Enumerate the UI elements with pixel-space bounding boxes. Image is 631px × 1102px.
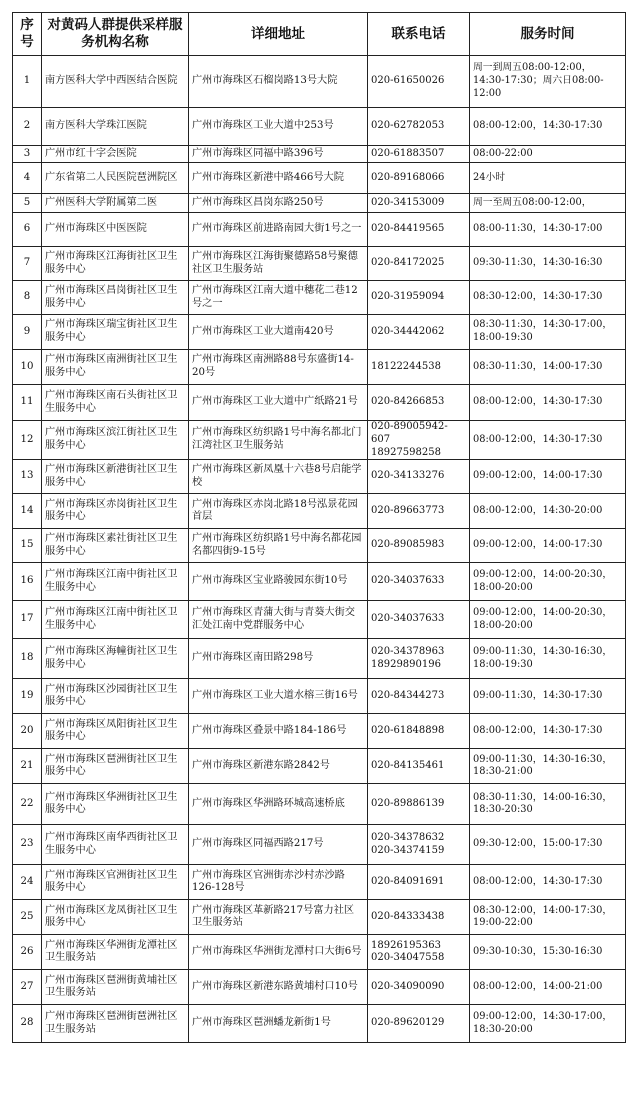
row-index: 12: [13, 421, 42, 460]
service-hours: 09:00-11:30，14:30-16:30，18:00-19:30: [470, 639, 626, 679]
table-row: [13, 385, 626, 421]
phone-number: 020-84333438: [368, 900, 470, 935]
table-row: [13, 825, 626, 865]
service-hours: 24小时: [470, 163, 626, 194]
institution-address: 广州市海珠区同福中路396号: [189, 146, 368, 163]
institution-name: 南方医科大学珠江医院: [42, 108, 189, 146]
institution-name: 广州市海珠区江海街社区卫生服务中心: [42, 247, 189, 281]
service-hours: 08:30-12:00，14:30-17:30: [470, 281, 626, 315]
row-index: 14: [13, 494, 42, 529]
phone-number: 020-34378632 020-34374159: [368, 825, 470, 865]
institution-address: 广州市海珠区江海街聚德路58号聚德社区卫生服务站: [189, 247, 368, 281]
sampling-institutions-table: [12, 12, 626, 1043]
phone-number: 020-34090090: [368, 970, 470, 1005]
institution-address: 广州市海珠区华洲街龙潭村口大街6号: [189, 935, 368, 970]
header-hours: 服务时间: [470, 13, 626, 56]
service-hours: 09:00-12:00，14:00-17:30: [470, 460, 626, 494]
service-hours: 09:00-12:00，14:00-20:30，18:00-20:00: [470, 601, 626, 639]
header-index: 序号: [13, 13, 42, 56]
institution-address: 广州市海珠区江南大道中穗花二巷12号之一: [189, 281, 368, 315]
phone-number: 020-61650026: [368, 56, 470, 108]
service-hours: 09:30-12:00，15:00-17:30: [470, 825, 626, 865]
institution-name: 广州市海珠区南华西街社区卫生服务中心: [42, 825, 189, 865]
service-hours: 09:30-10:30，15:30-16:30: [470, 935, 626, 970]
phone-number: 020-61883507: [368, 146, 470, 163]
phone-number: 020-62782053: [368, 108, 470, 146]
phone-number: 020-84135461: [368, 749, 470, 784]
institution-name: 广州市海珠区华洲街社区卫生服务中心: [42, 784, 189, 825]
table-header-row: [13, 13, 626, 56]
row-index: 6: [13, 213, 42, 247]
row-index: 10: [13, 350, 42, 385]
institution-address: 广州市海珠区新港中路466号大院: [189, 163, 368, 194]
table-row: [13, 900, 626, 935]
phone-number: 020-34153009: [368, 194, 470, 213]
institution-address: 广州市海珠区叠景中路184-186号: [189, 714, 368, 749]
row-index: 8: [13, 281, 42, 315]
institution-address: 广州市海珠区南田路298号: [189, 639, 368, 679]
phone-number: 020-84266853: [368, 385, 470, 421]
institution-address: 广州市海珠区宝业路骏园东街10号: [189, 563, 368, 601]
service-hours: 08:00-22:00: [470, 146, 626, 163]
institution-name: 广州市海珠区中医医院: [42, 213, 189, 247]
service-hours: 08:30-12:00，14:00-17:30，19:00-22:00: [470, 900, 626, 935]
table-row: [13, 601, 626, 639]
row-index: 2: [13, 108, 42, 146]
row-index: 1: [13, 56, 42, 108]
row-index: 13: [13, 460, 42, 494]
table-row: [13, 146, 626, 163]
institution-address: 广州市海珠区纺织路1号中海名都北门江湾社区卫生服务站: [189, 421, 368, 460]
service-hours: 09:00-11:30，14:30-17:30: [470, 679, 626, 714]
institution-address: 广州市海珠区青蒲大街与青葵大街交汇处江南中党群服务中心: [189, 601, 368, 639]
institution-address: 广州市海珠区琶洲蟠龙新街1号: [189, 1005, 368, 1043]
table-row: [13, 421, 626, 460]
institution-name: 广州市海珠区南洲街社区卫生服务中心: [42, 350, 189, 385]
phone-number: 020-89005942-607 18927598258: [368, 421, 470, 460]
institution-address: 广州市海珠区纺织路1号中海名都花园名都四街9-15号: [189, 529, 368, 563]
phone-number: 020-84344273: [368, 679, 470, 714]
institution-address: 广州市海珠区革新路217号富力社区卫生服务站: [189, 900, 368, 935]
institution-address: 广州市海珠区工业大道水榕三街16号: [189, 679, 368, 714]
institution-name: 广州市海珠区瑞宝街社区卫生服务中心: [42, 315, 189, 350]
row-index: 15: [13, 529, 42, 563]
institution-name: 广州市海珠区素社街社区卫生服务中心: [42, 529, 189, 563]
institution-name: 广州市海珠区海幢街社区卫生服务中心: [42, 639, 189, 679]
institution-address: 广州市海珠区昌岗东路250号: [189, 194, 368, 213]
phone-number: 020-34133276: [368, 460, 470, 494]
service-hours: 09:00-12:00，14:00-17:30: [470, 529, 626, 563]
service-hours: 09:00-11:30，14:30-16:30，18:30-21:00: [470, 749, 626, 784]
institution-name: 广州市海珠区江南中街社区卫生服务中心: [42, 563, 189, 601]
row-index: 9: [13, 315, 42, 350]
service-hours: 08:00-11:30，14:30-17:00: [470, 213, 626, 247]
institution-name: 广州市海珠区琶洲街黄埔社区卫生服务站: [42, 970, 189, 1005]
institution-address: 广州市海珠区南洲路88号东盛街14-20号: [189, 350, 368, 385]
table-row: [13, 529, 626, 563]
service-hours: 周一至周五08:00-12:00，: [470, 194, 626, 213]
institution-address: 广州市海珠区新港东路2842号: [189, 749, 368, 784]
institution-name: 广州市红十字会医院: [42, 146, 189, 163]
row-index: 20: [13, 714, 42, 749]
table-row: [13, 865, 626, 900]
service-hours: 08:30-11:30，14:30-17:00，18:00-19:30: [470, 315, 626, 350]
institution-name: 广州市海珠区华洲街龙潭社区卫生服务站: [42, 935, 189, 970]
service-hours: 08:30-11:30，14:00-16:30，18:30-20:30: [470, 784, 626, 825]
table-row: [13, 1005, 626, 1043]
service-hours: 周一到周五08:00-12:00，14:30-17:30；周六日08:00-12:00: [470, 56, 626, 108]
institution-name: 南方医科大学中西医结合医院: [42, 56, 189, 108]
row-index: 16: [13, 563, 42, 601]
institution-name: 广州市海珠区沙园街社区卫生服务中心: [42, 679, 189, 714]
service-hours: 09:30-11:30，14:30-16:30: [470, 247, 626, 281]
phone-number: 18122244538: [368, 350, 470, 385]
phone-number: 020-34378963 18929890196: [368, 639, 470, 679]
table-row: [13, 213, 626, 247]
institution-address: 广州市海珠区华洲路环城高速桥底: [189, 784, 368, 825]
institution-name: 广州市海珠区琶洲街琶洲社区卫生服务站: [42, 1005, 189, 1043]
table-row: [13, 749, 626, 784]
institution-name: 广州市海珠区新港街社区卫生服务中心: [42, 460, 189, 494]
institution-name: 广州市海珠区凤阳街社区卫生服务中心: [42, 714, 189, 749]
institution-name: 广州市海珠区滨江街社区卫生服务中心: [42, 421, 189, 460]
row-index: 11: [13, 385, 42, 421]
table-row: [13, 194, 626, 213]
table-row: [13, 639, 626, 679]
row-index: 3: [13, 146, 42, 163]
phone-number: 18926195363 020-34047558: [368, 935, 470, 970]
phone-number: 020-84172025: [368, 247, 470, 281]
institution-name: 广州市海珠区官洲街社区卫生服务中心: [42, 865, 189, 900]
service-hours: 08:00-12:00，14:30-17:30: [470, 421, 626, 460]
institution-name: 广州市海珠区琶洲街社区卫生服务中心: [42, 749, 189, 784]
institution-address: 广州市海珠区官洲街赤沙村赤沙路126-128号: [189, 865, 368, 900]
institution-address: 广州市海珠区同福西路217号: [189, 825, 368, 865]
row-index: 7: [13, 247, 42, 281]
institution-name: 广州医科大学附属第二医: [42, 194, 189, 213]
service-hours: 09:00-12:00，14:30-17:00，18:30-20:00: [470, 1005, 626, 1043]
institution-address: 广州市海珠区赤岗北路18号泓景花园首层: [189, 494, 368, 529]
row-index: 5: [13, 194, 42, 213]
table-row: [13, 247, 626, 281]
institution-address: 广州市海珠区工业大道南420号: [189, 315, 368, 350]
table-row: [13, 163, 626, 194]
table-body: [13, 56, 626, 1043]
phone-number: 020-89085983: [368, 529, 470, 563]
institution-address: 广州市海珠区新凤凰十六巷8号启能学校: [189, 460, 368, 494]
phone-number: 020-34037633: [368, 563, 470, 601]
table-row: [13, 494, 626, 529]
table-row: [13, 315, 626, 350]
service-hours: 08:00-12:00，14:30-20:00: [470, 494, 626, 529]
table-row: [13, 714, 626, 749]
table-row: [13, 563, 626, 601]
row-index: 19: [13, 679, 42, 714]
row-index: 18: [13, 639, 42, 679]
phone-number: 020-84419565: [368, 213, 470, 247]
header-phone: 联系电话: [368, 13, 470, 56]
institution-name: 广州市海珠区龙凤街社区卫生服务中心: [42, 900, 189, 935]
row-index: 17: [13, 601, 42, 639]
row-index: 4: [13, 163, 42, 194]
institution-name: 广东省第二人民医院琶洲院区: [42, 163, 189, 194]
service-hours: 08:00-12:00，14:30-17:30: [470, 714, 626, 749]
service-hours: 08:30-11:30，14:00-17:30: [470, 350, 626, 385]
table-row: [13, 350, 626, 385]
row-index: 21: [13, 749, 42, 784]
phone-number: 020-89886139: [368, 784, 470, 825]
row-index: 23: [13, 825, 42, 865]
phone-number: 020-34442062: [368, 315, 470, 350]
phone-number: 020-84091691: [368, 865, 470, 900]
table-row: [13, 935, 626, 970]
table-row: [13, 108, 626, 146]
phone-number: 020-31959094: [368, 281, 470, 315]
institution-name: 广州市海珠区江南中街社区卫生服务中心: [42, 601, 189, 639]
institution-name: 广州市海珠区南石头街社区卫生服务中心: [42, 385, 189, 421]
row-index: 25: [13, 900, 42, 935]
table-row: [13, 56, 626, 108]
table-row: [13, 679, 626, 714]
institution-address: 广州市海珠区石榴岗路13号大院: [189, 56, 368, 108]
table-row: [13, 784, 626, 825]
phone-number: 020-89620129: [368, 1005, 470, 1043]
table-row: [13, 460, 626, 494]
row-index: 24: [13, 865, 42, 900]
row-index: 26: [13, 935, 42, 970]
row-index: 27: [13, 970, 42, 1005]
phone-number: 020-89663773: [368, 494, 470, 529]
row-index: 22: [13, 784, 42, 825]
table-row: [13, 970, 626, 1005]
phone-number: 020-61848898: [368, 714, 470, 749]
institution-address: 广州市海珠区工业大道中253号: [189, 108, 368, 146]
institution-address: 广州市海珠区新港东路黄埔村口10号: [189, 970, 368, 1005]
service-hours: 08:00-12:00，14:30-17:30: [470, 865, 626, 900]
institution-name: 广州市海珠区昌岗街社区卫生服务中心: [42, 281, 189, 315]
table-row: [13, 281, 626, 315]
phone-number: 020-89168066: [368, 163, 470, 194]
service-hours: 08:00-12:00，14:30-17:30: [470, 385, 626, 421]
institution-address: 广州市海珠区工业大道中广纸路21号: [189, 385, 368, 421]
phone-number: 020-34037633: [368, 601, 470, 639]
service-hours: 08:00-12:00，14:30-17:30: [470, 108, 626, 146]
row-index: 28: [13, 1005, 42, 1043]
service-hours: 09:00-12:00，14:00-20:30，18:00-20:00: [470, 563, 626, 601]
header-address: 详细地址: [189, 13, 368, 56]
institution-name: 广州市海珠区赤岗街社区卫生服务中心: [42, 494, 189, 529]
service-hours: 08:00-12:00，14:00-21:00: [470, 970, 626, 1005]
institution-address: 广州市海珠区前进路南园大街1号之一: [189, 213, 368, 247]
header-institution: 对黄码人群提供采样服务机构名称: [42, 13, 189, 56]
